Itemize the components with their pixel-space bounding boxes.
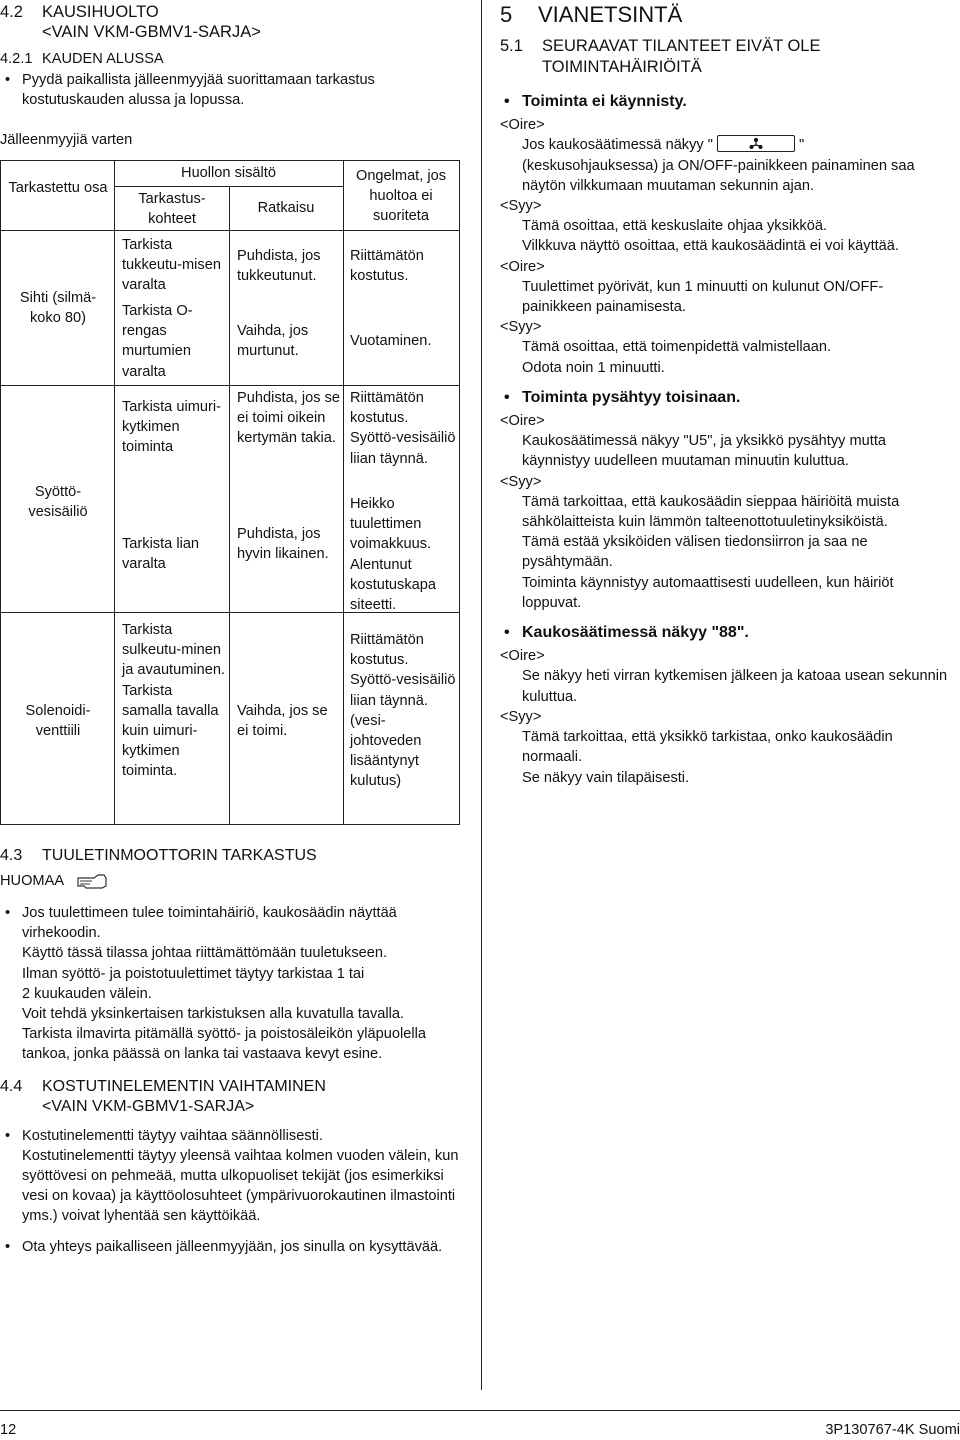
table-border (459, 160, 460, 825)
row5-solution: Vaihda, jos se ei toimi. (237, 703, 328, 740)
section-4-2-1-heading (0, 50, 460, 69)
section-5-1-heading (500, 36, 950, 78)
header-content: Huollon sisältö (181, 165, 276, 181)
section-4-2-heading (0, 2, 460, 42)
table-rule (343, 160, 344, 825)
note-line: Käyttö tässä tilassa johtaa riittämättömään tuuletukseen. (22, 945, 388, 962)
symptom-text (500, 135, 950, 196)
column-divider (481, 0, 482, 1390)
section-4-3-heading (0, 846, 460, 865)
row3-problem: Riittämätön kostutus. Syöttö-vesisäiliö liian täynnä. (350, 390, 456, 467)
section-number: 5 (500, 2, 513, 27)
central-control-display-icon (717, 135, 795, 152)
cause-text: Tämä tarkoittaa, että yksikkö tarkistaa, onko kaukosäädin normaali. (522, 729, 893, 766)
section-title: KAUDEN ALUSSA (42, 51, 164, 67)
section-title-line2: <VAIN VKM-GBMV1-SARJA> (42, 1097, 255, 1115)
bullet-item: • Ota yhteys paikalliseen jälleenmyyjään, jos sinulla on kysyttävää. (0, 1237, 460, 1257)
section-title-line2: TOIMINTAHÄIRIÖITÄ (542, 58, 702, 76)
cause-text: Odota noin 1 minuutti. (522, 359, 665, 376)
symptom-tag: <Oire> (500, 413, 545, 430)
dealers-label: Jälleenmyyjiä varten (0, 132, 133, 149)
document-code: 3P130767-4K Suomi (825, 1422, 960, 1438)
maintenance-table (0, 160, 460, 825)
part-solenoid-valve: Solenoidi-venttiili (25, 703, 91, 740)
section-title: VIANETSINTÄ (538, 2, 683, 27)
part-strainer: Sihti (silmä-koko 80) (19, 290, 97, 327)
section-title: TUULETINMOOTTORIN TARKASTUS (42, 847, 317, 864)
header-part: Tarkastettu osa (8, 180, 108, 196)
symptom-tag: <Oire> (500, 117, 545, 134)
section-number: 4.2.1 (0, 51, 33, 67)
table-rule (0, 385, 460, 386)
symptom-text-part: Jos kaukosäätimessä näkyy " (522, 137, 713, 154)
header-items: Tarkastus-kohteet (138, 191, 206, 228)
row2-item: Tarkista O-rengas murtumien varalta (122, 303, 193, 380)
bullet-line: • Kostutinelementti täytyy vaihtaa säännöllisesti. (22, 1127, 323, 1144)
symptom-text: Kaukosäätimessä näkyy "U5", ja yksikkö pysähtyy mutta käynnistyy uudelleen muutaman minuutin kuluttua. (522, 433, 887, 470)
section-4-4-heading (0, 1077, 460, 1117)
table-border (0, 824, 460, 825)
bullet-item (0, 1126, 460, 1227)
case-heading: • Toiminta pysähtyy toisinaan. (500, 388, 950, 408)
section-title: SEURAAVAT TILANTEET EIVÄT OLE (542, 37, 821, 55)
symptom-text-part: " (798, 137, 805, 154)
row4-solution: Puhdista, jos hyvin likainen. (237, 526, 329, 563)
note-line: Tarkista ilmavirta pitämällä syöttö- ja poistosäleikön yläpuolella tankoa, jonka päässä on lanka tai vastaava kevyt esine. (22, 1026, 426, 1063)
header-solution: Ratkaisu (257, 200, 315, 216)
note-label: HUOMAA (0, 873, 65, 889)
symptom-text-part: (keskusohjauksessa) ja ON/OFF-painikkeen painaminen saa näytön vilkkumaan muutaman sekunnin ajan. (522, 157, 915, 194)
cause-tag: <Syy> (500, 708, 542, 725)
note-bullet (0, 903, 460, 1065)
table-border (0, 160, 460, 161)
row3-solution: Puhdista, jos se ei toimi oikein kertymän takia. (237, 390, 341, 447)
symptom-text: Se näkyy heti virran kytkemisen jälkeen ja katoaa usean sekunnin kuluttua. (522, 668, 948, 705)
table-rule (0, 230, 460, 231)
row1-problem: Riittämätön kostutus. (350, 248, 424, 285)
header-problems: Ongelmat, jos huoltoa ei suoriteta (355, 168, 447, 225)
section-number: 4.2 (0, 3, 23, 21)
section-number: 4.4 (0, 1077, 23, 1095)
part-feed-tank: Syöttö-vesisäiliö (28, 484, 88, 521)
row4-problem: Heikko tuulettimen voimakkuus. Alentunut kostutuskapa siteetti. (350, 496, 436, 614)
symptom-tag: <Oire> (500, 258, 545, 275)
symptom-tag: <Oire> (500, 648, 545, 665)
case-heading: • Toiminta ei käynnisty. (500, 92, 950, 112)
table-rule (114, 160, 115, 825)
section-title-line2: <VAIN VKM-GBMV1-SARJA> (42, 23, 261, 41)
section-5-heading (500, 2, 950, 28)
note-line: 2 kuukauden välein. (22, 985, 152, 1002)
cause-text: Se näkyy vain tilapäisesti. (522, 769, 690, 786)
cause-text: Tämä osoittaa, että keskuslaite ohjaa yksikköä. (522, 218, 828, 235)
table-rule (229, 186, 230, 825)
table-rule (114, 186, 343, 187)
row4-item: Tarkista lian varalta (122, 536, 200, 573)
bullet-line: Kostutinelementti täytyy yleensä vaihtaa kolmen vuoden välein, kun syöttövesi on pehmeää, mutta ulkopuoliset tekijät (jos esimerkiksi vesi on kovaa) ja käyttöolosuhteet (ympärivuorokautinen ilmastointi yms.) voivat lyhentää sen käyttöikää. (22, 1147, 459, 1225)
section-number: 4.3 (0, 847, 23, 864)
table-border (0, 160, 1, 825)
note-line: Voit tehdä yksinkertaisen tarkistuksen alla kuvatulla tavalla. (22, 1006, 405, 1023)
cause-text: Tämä osoittaa, että toimenpidettä valmistellaan. (522, 339, 832, 356)
cause-text: Tämä estää yksiköiden välisen tiedonsiirron ja saa ne pysähtymään. (522, 534, 868, 571)
bullet-item: • Pyydä paikallista jälleenmyyjää suorittamaan tarkastus kostutuskauden alussa ja lopussa. (0, 70, 460, 110)
pointing-hand-icon (76, 872, 108, 890)
row2-solution: Vaihda, jos murtunut. (237, 323, 309, 360)
note-line: Ilman syöttö- ja poistotuulettimet täytyy tarkistaa 1 tai (22, 965, 365, 982)
cause-tag: <Syy> (500, 473, 542, 490)
cause-text: Tämä tarkoittaa, että kaukosäädin sieppaa häiriöitä muista sähkölaitteista kuin lämmön talteenottotuuletinyksiköistä. (522, 493, 900, 531)
section-title: KOSTUTINELEMENTIN VAIHTAMINEN (42, 1077, 326, 1095)
row3-item: Tarkista uimuri-kytkimen toiminta (122, 399, 221, 456)
cause-text: Toiminta käynnistyy automaattisesti uudelleen, kun häiriöt loppuvat. (522, 574, 894, 611)
footer-divider (0, 1410, 960, 1411)
cause-tag: <Syy> (500, 319, 542, 336)
case-heading: • Kaukosäätimessä näkyy "88". (500, 623, 950, 643)
page-number: 12 (0, 1422, 17, 1438)
row1-solution: Puhdista, jos tukkeutunut. (237, 248, 321, 285)
row5-item: Tarkista sulkeutu-minen ja avautuminen. Tarkista samalla tavalla kuin uimuri-kytkimen toiminta. (122, 622, 226, 780)
section-number: 5.1 (500, 37, 523, 55)
note-header (0, 871, 460, 891)
row5-problem: Riittämätön kostutus. Syöttö-vesisäiliö liian täynnä. (vesi-johtoveden lisääntynyt kulutus) (350, 632, 456, 790)
symptom-text: Tuulettimet pyörivät, kun 1 minuutti on kulunut ON/OFF-painikkeen painamisesta. (522, 278, 884, 316)
section-title: KAUSIHUOLTO (42, 3, 159, 21)
cause-tag: <Syy> (500, 198, 542, 215)
row1-item: Tarkista tukkeutu-misen varalta (122, 237, 221, 294)
row2-problem: Vuotaminen. (350, 333, 432, 349)
cause-text: Vilkkuva näyttö osoittaa, että kaukosäädintä ei voi käyttää. (522, 238, 899, 255)
note-line: • Jos tuulettimeen tulee toimintahäiriö, kaukosäädin näyttää virhekoodin. (22, 905, 397, 942)
